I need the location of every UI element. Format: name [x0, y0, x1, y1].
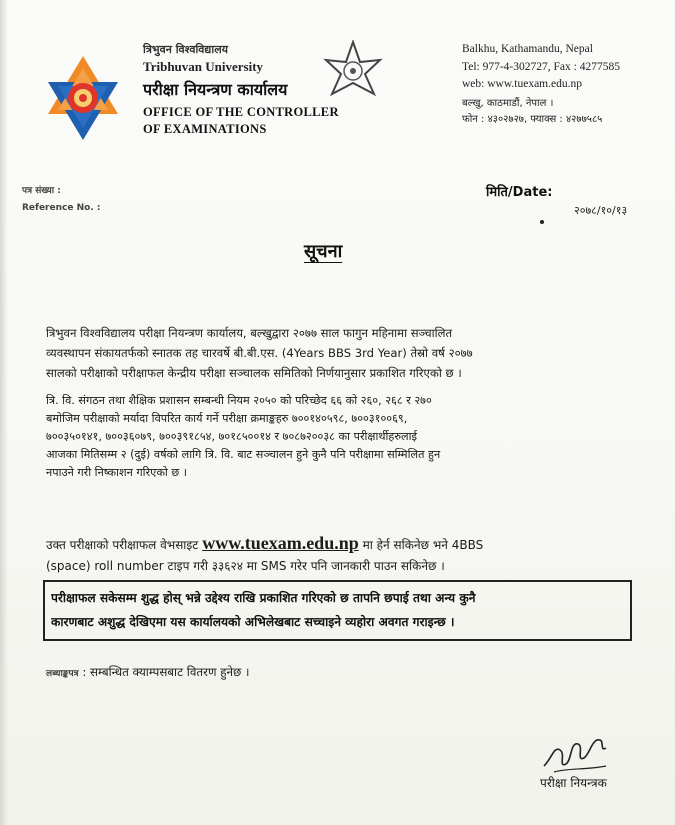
tribhuvan-university-logo	[46, 52, 120, 144]
university-name-nepali: त्रिभुवन विश्वविद्यालय	[143, 43, 229, 56]
website-sentence-end: मा हेर्न सकिनेछ भने 4BBS	[362, 538, 484, 552]
reference-block	[22, 183, 100, 220]
correction-notice-box	[43, 580, 632, 641]
paragraph-line: नपाउने गरी निष्काशन गरिएको छ ।	[46, 466, 188, 479]
phone-fax-line: Tel: 977-4-302727, Fax : 4277585	[462, 60, 620, 73]
office-name-nepali: परीक्षा नियन्त्रण कार्यालय	[143, 80, 288, 99]
paragraph-line: आजका मितिसम्म २ (दुई) वर्षको लागि त्रि. वि. बाट सञ्चालन हुने कुनै पनि परीक्षामा सम्मिलित हुन	[46, 448, 441, 461]
controller-signature	[540, 728, 610, 778]
date-label: मिति/Date:	[486, 185, 553, 200]
notice-line: कारणबाट अशुद्ध देखिएमा यस कार्यालयको अभिलेखबाट सच्चाइने व्यहोरा अवगत गराइन्छ ।	[51, 615, 455, 629]
address-line-nepali: बल्खु, काठमाडौं, नेपाल ।	[462, 97, 554, 109]
office-name-english-line2: OF EXAMINATIONS	[143, 121, 267, 136]
notice-title: सूचना	[304, 241, 343, 262]
paragraph-line	[46, 532, 636, 555]
paragraph-result-publication	[46, 323, 636, 383]
office-name-english-line1: OFFICE OF THE CONTROLLER	[143, 105, 339, 119]
paragraph-line: सालको परीक्षाको परीक्षाफल केन्द्रीय परीक्षा सञ्चालक समितिको निर्णयानुसार प्रकाशित गरिएको छ ।	[46, 366, 462, 380]
paragraph-line: ७००३५०१४१, ७००३६०७९, ७००३९१८५४, ७०१८५००१४ र ७०८७२००३८ का परीक्षार्थीहरुलाई	[46, 430, 417, 443]
website-line: web: www.tuexam.edu.np	[462, 78, 582, 90]
paragraph-website-sms	[46, 532, 636, 578]
paragraph-line: त्रिभुवन विश्वविद्यालय परीक्षा नियन्त्रण कार्यालय, बल्खुद्वारा २०७७ साल फागुन महिनामा सञ्चालित	[46, 326, 453, 340]
paragraph-line: व्यवस्थापन संकायतर्फको स्नातक तह चारवर्षे बी.बी.एस. (4Years BBS 3rd Year) तेस्रो वर्ष २०७७	[46, 346, 473, 360]
paragraph-line: बमोजिम परीक्षाको मर्यादा विपरित कार्य गर्ने परीक्षा क्रमाङ्कहरु ७००१४०५९८, ७००३१००६९,	[46, 412, 408, 425]
office-seal-star-icon	[322, 40, 384, 102]
results-website-link[interactable]: www.tuexam.edu.np	[202, 533, 359, 553]
scan-edge-shadow	[0, 0, 8, 825]
paragraph-expulsion	[46, 392, 636, 482]
marksheet-distribution	[46, 664, 250, 680]
signatory-title: परीक्षा नियन्त्रक	[540, 776, 607, 790]
sms-instruction-line: (space) roll number टाइप गरी ३३६२४ मा SMS गरेर पनि जानकारी पाउन सकिनेछ ।	[46, 559, 445, 573]
patra-sankhya-label: पत्र संख्या :	[22, 186, 61, 196]
distribution-text: : सम्बन्धित क्याम्पसबाट वितरण हुनेछ ।	[82, 665, 250, 679]
notice-line: परीक्षाफल सकेसम्म शुद्ध होस् भन्ने उद्देश्य राखि प्रकाशित गरिएको छ तापनि छपाई तथा अन्य कुनै	[51, 591, 476, 605]
phone-fax-line-nepali: फोन : ४३०२७२७, फ्याक्स : ४२७७५८५	[462, 113, 603, 125]
reference-no-label: Reference No. :	[22, 203, 101, 213]
address-line: Balkhu, Kathamandu, Nepal	[462, 43, 593, 55]
office-address	[462, 44, 672, 131]
ink-dot	[540, 220, 544, 224]
website-sentence-start: उक्त परीक्षाको परीक्षाफल वेभसाइट	[46, 538, 199, 552]
university-name-english: Tribhuvan University	[143, 59, 264, 74]
paragraph-line: त्रि. वि. संगठन तथा शैक्षिक प्रशासन सम्बन्धी नियम २०५० को परिच्छेद ६६ को २६०, २६८ र २७०	[46, 394, 432, 407]
date-value: २०७८/१०/१३	[574, 204, 628, 217]
marksheet-label: लब्धाङ्कपत्र	[46, 669, 79, 679]
